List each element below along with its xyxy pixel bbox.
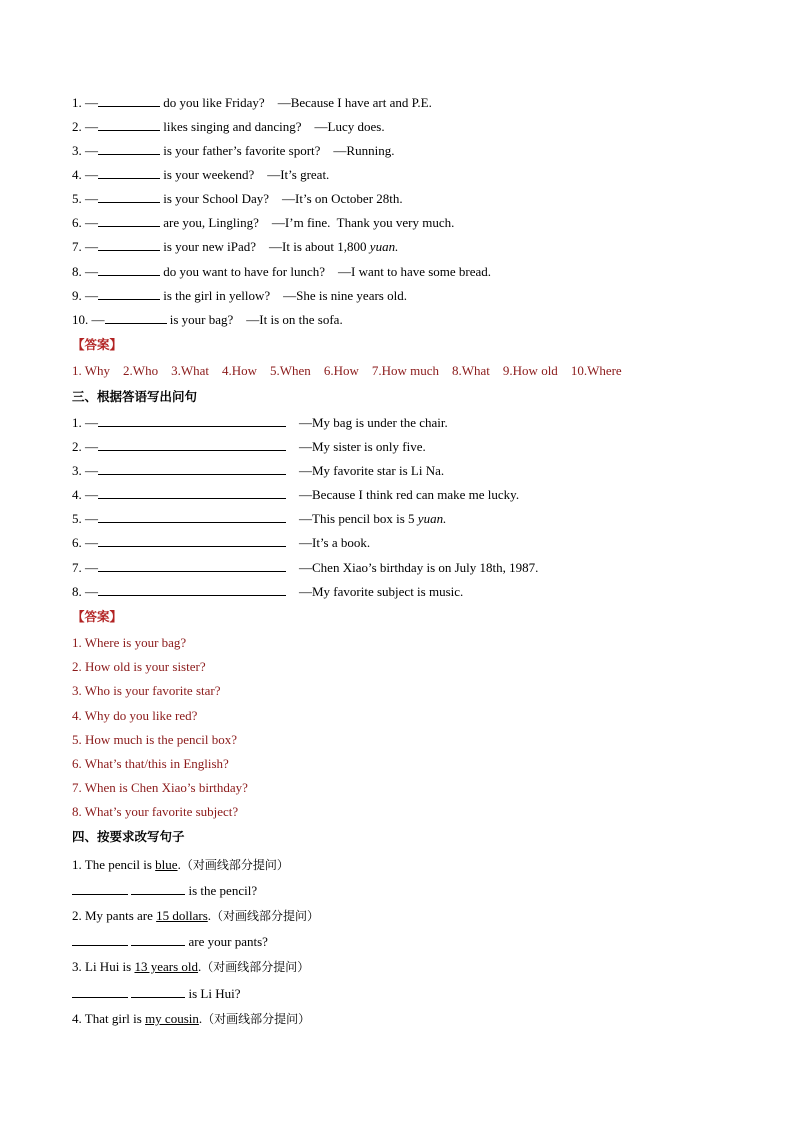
question-number: 8. —	[72, 264, 98, 279]
question-row	[72, 143, 394, 159]
answer-line[interactable]	[98, 560, 286, 572]
instruction-note: （对画线部分提问）	[211, 909, 320, 923]
question-number: 7. —	[72, 239, 98, 254]
rewrite-prompt	[72, 857, 289, 873]
reply-text: —It’s on October 28th.	[282, 191, 403, 206]
prompt-text: is the pencil?	[185, 883, 258, 898]
underlined-part: 13 years old	[134, 959, 199, 974]
answer-blank[interactable]	[72, 883, 128, 895]
question-text: is your new iPad?	[160, 239, 257, 254]
answer-blank[interactable]	[98, 167, 160, 179]
question-row	[72, 584, 463, 600]
question-text: is your father’s favorite sport?	[160, 143, 321, 158]
rewrite-prompt	[72, 959, 309, 975]
prompt-text: 1. The pencil is	[72, 857, 156, 872]
reply-text: —My favorite subject is music.	[299, 584, 464, 599]
question-number: 6. —	[72, 535, 98, 550]
answer-blank[interactable]	[98, 95, 160, 107]
question-row	[72, 312, 343, 328]
question-row	[72, 535, 370, 551]
question-row	[72, 239, 398, 255]
reply-italic: yuan.	[417, 511, 447, 526]
answer-key-item: 1. Where is your bag?	[72, 635, 187, 650]
question-number: 7. —	[72, 560, 98, 575]
reply-text: —It’s a book.	[299, 535, 371, 550]
prompt-text: 4. That girl is	[72, 1011, 146, 1026]
question-text: is your weekend?	[160, 167, 255, 182]
question-text: do you want to have for lunch?	[160, 264, 325, 279]
question-text: likes singing and dancing?	[160, 119, 302, 134]
question-text: is your School Day?	[160, 191, 270, 206]
rewrite-prompt	[72, 1011, 310, 1027]
answer-line[interactable]	[98, 511, 286, 523]
answer-blank[interactable]	[98, 215, 160, 227]
rewrite-answer-row	[72, 986, 241, 1002]
reply-text: —I want to have some bread.	[337, 264, 492, 279]
prompt-text: .	[207, 908, 212, 923]
prompt-text: 2. My pants are	[72, 908, 157, 923]
question-row	[72, 487, 519, 503]
question-row	[72, 463, 444, 479]
question-number: 4. —	[72, 487, 98, 502]
answer-key-item: 2. How old is your sister?	[72, 659, 206, 674]
question-row	[72, 415, 448, 431]
answer-key-item: 1. Why	[72, 363, 111, 378]
section-heading: 四、按要求改写句子	[72, 829, 185, 844]
underlined-part: blue	[155, 857, 178, 872]
answer-blank[interactable]	[98, 264, 160, 276]
question-number: 8. —	[72, 584, 98, 599]
question-number: 10. —	[72, 312, 105, 327]
question-row	[72, 95, 432, 111]
reply-text: —My bag is under the chair.	[299, 415, 448, 430]
question-number: 2. —	[72, 439, 98, 454]
answer-key-item: 3.What	[171, 363, 209, 378]
reply-text: —This pencil box is 5	[299, 511, 418, 526]
question-row	[72, 288, 407, 304]
section-heading: 三、根据答语写出问句	[72, 389, 198, 404]
answer-key-item: 2.Who	[123, 363, 159, 378]
reply-text: —Because I have art and P.E.	[277, 95, 432, 110]
question-row	[72, 439, 426, 455]
reply-text: —My sister is only five.	[299, 439, 426, 454]
answer-blank[interactable]	[72, 934, 128, 946]
question-row	[72, 511, 446, 527]
reply-text: —She is nine years old.	[283, 288, 407, 303]
underlined-part: my cousin	[145, 1011, 199, 1026]
answer-line[interactable]	[98, 535, 286, 547]
question-number: 9. —	[72, 288, 98, 303]
prompt-text: are your pants?	[185, 934, 268, 949]
prompt-text: 3. Li Hui is	[72, 959, 135, 974]
question-text: is your bag?	[166, 312, 234, 327]
answer-blank[interactable]	[72, 986, 128, 998]
answer-blank[interactable]	[98, 191, 160, 203]
rewrite-answer-row	[72, 883, 257, 899]
prompt-text: .	[198, 1011, 203, 1026]
answer-tag: 【答案】	[72, 337, 123, 352]
prompt-text: .	[177, 857, 181, 872]
reply-text: —My favorite star is Li Na.	[299, 463, 445, 478]
question-number: 1. —	[72, 95, 98, 110]
answer-key-item: 7. When is Chen Xiao’s birthday?	[72, 780, 248, 795]
answer-key-item: 8. What’s your favorite subject?	[72, 804, 239, 819]
reply-italic: yuan.	[369, 239, 399, 254]
question-row	[72, 215, 454, 231]
answer-key-item: 8.What	[452, 363, 490, 378]
answer-blank[interactable]	[131, 986, 185, 998]
prompt-text: .	[198, 959, 202, 974]
reply-text: —Lucy does.	[314, 119, 385, 134]
reply-text: —It is on the sofa.	[246, 312, 343, 327]
reply-text: —It is about 1,800	[269, 239, 370, 254]
question-number: 2. —	[72, 119, 98, 134]
question-row	[72, 264, 491, 280]
answer-line[interactable]	[98, 584, 286, 596]
rewrite-prompt	[72, 908, 319, 924]
answer-key-item: 4.How	[221, 363, 258, 378]
question-number: 1. —	[72, 415, 98, 430]
question-number: 5. —	[72, 191, 98, 206]
reply-text: —Because I think red can make me lucky.	[299, 487, 520, 502]
answer-line[interactable]	[98, 487, 286, 499]
answer-key-item: 5. How much is the pencil box?	[72, 732, 237, 747]
reply-text: —I’m fine. Thank you very much.	[271, 215, 455, 230]
underlined-part: 15 dollars	[156, 908, 208, 923]
answer-blank[interactable]	[131, 934, 185, 946]
instruction-note: （对画线部分提问）	[202, 1012, 311, 1026]
question-row	[72, 167, 329, 183]
question-number: 4. —	[72, 167, 98, 182]
reply-text: —Running.	[333, 143, 395, 158]
question-row	[72, 191, 403, 207]
question-number: 5. —	[72, 511, 98, 526]
answer-line[interactable]	[98, 439, 286, 451]
question-number: 3. —	[72, 143, 98, 158]
answer-line[interactable]	[98, 415, 286, 427]
answer-key-row	[72, 363, 635, 379]
answer-blank[interactable]	[98, 239, 160, 251]
instruction-note: （对画线部分提问）	[201, 960, 310, 974]
answer-blank[interactable]	[98, 288, 160, 300]
question-text: is the girl in yellow?	[160, 288, 271, 303]
answer-blank[interactable]	[105, 312, 167, 324]
question-row	[72, 119, 385, 135]
question-number: 3. —	[72, 463, 98, 478]
answer-key-item: 9.How old	[502, 363, 558, 378]
question-number: 6. —	[72, 215, 98, 230]
question-text: are you, Lingling?	[160, 215, 259, 230]
answer-key-item: 3. Who is your favorite star?	[72, 683, 221, 698]
answer-key-item: 4. Why do you like red?	[72, 708, 198, 723]
answer-tag: 【答案】	[72, 609, 123, 624]
reply-text: —Chen Xiao’s birthday is on July 18th, 1987.	[299, 560, 539, 575]
answer-key-item: 6. What’s that/this in English?	[72, 756, 229, 771]
answer-key-item: 10.Where	[570, 363, 622, 378]
answer-line[interactable]	[98, 463, 286, 475]
question-row	[72, 560, 538, 576]
answer-key-item: 5.When	[270, 363, 311, 378]
prompt-text: is Li Hui?	[185, 986, 241, 1001]
answer-blank[interactable]	[131, 883, 185, 895]
answer-key-item: 7.How much	[371, 363, 440, 378]
rewrite-answer-row	[72, 934, 268, 950]
answer-key-item: 6.How	[323, 363, 359, 378]
answer-blank[interactable]	[98, 143, 160, 155]
instruction-note: （对画线部分提问）	[180, 858, 289, 872]
question-text: do you like Friday?	[160, 95, 265, 110]
answer-blank[interactable]	[98, 119, 160, 131]
reply-text: —It’s great.	[267, 167, 330, 182]
